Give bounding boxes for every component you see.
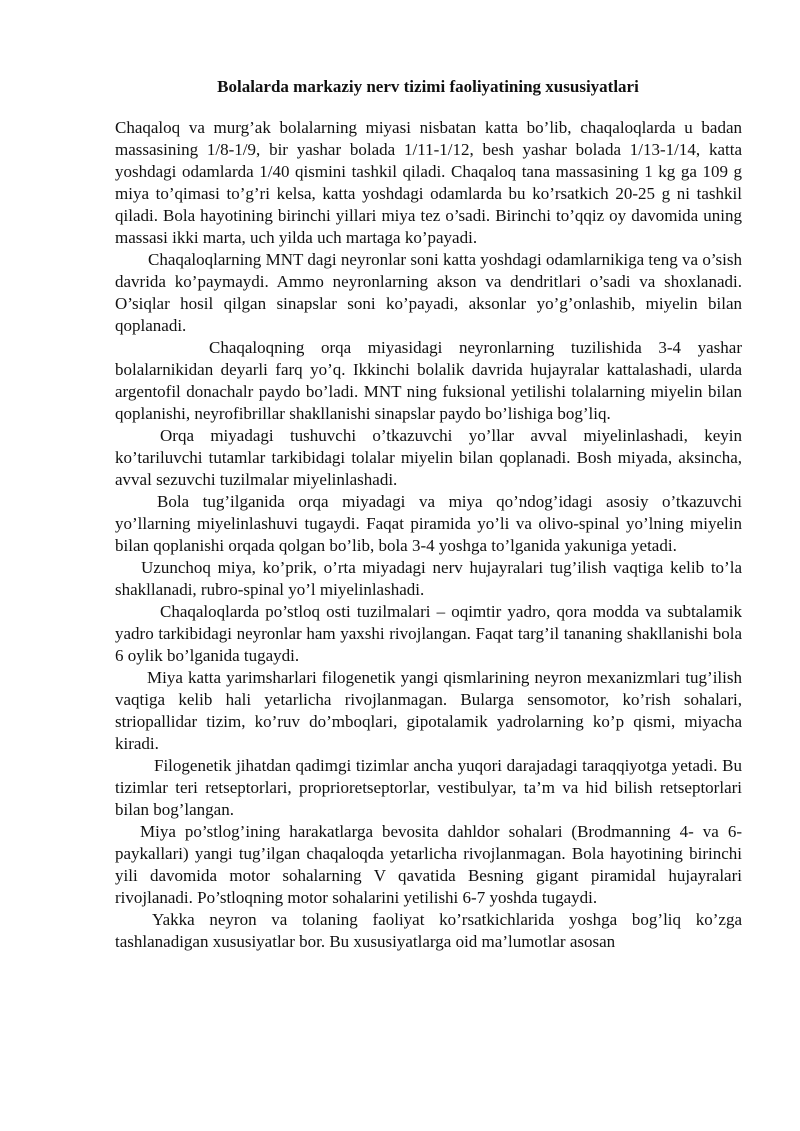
paragraph: Chaqaloqlarda po’stloq osti tuzilmalari – oqimtir yadro, qora modda va subtalamik yadro tarkibidagi neyronlar ham yaxshi rivojlangan. Faqat targ’il tananing shakllanishi bola 6 oylik bo’lganida tugaydi. bbox=[115, 602, 742, 665]
document-body bbox=[115, 117, 742, 953]
paragraph: Uzunchoq miya, ko’prik, o’rta miyadagi nerv hujayralari tug’ilish vaqtiga kelib to’la shakllanadi, rubro-spinal yo’l miyelinlashadi. bbox=[115, 558, 742, 599]
paragraph: Chaqaloqlarning MNT dagi neyronlar soni katta yoshdagi odamlarnikiga teng va o’sish davrida ko’paymaydi. Ammo neyronlarning akson va dendritlari o’sadi va shoxlanadi. O’siqlar hosil qilgan sinapslar soni ko’payadi, aksonlar yo’g’onlashib, miyelin bilan qoplanadi. bbox=[115, 250, 742, 335]
page-title: Bolalarda markaziy nerv tizimi faoliyatining xususiyatlari bbox=[217, 77, 639, 96]
paragraph: Yakka neyron va tolaning faoliyat ko’rsatkichlarida yoshga bog’liq ko’zga tashlanadigan xususiyatlar bor. Bu xususiyatlarga oid ma’lumotlar asosan bbox=[115, 910, 742, 951]
paragraph: Filogenetik jihatdan qadimgi tizimlar ancha yuqori darajadagi taraqqiyotga yetadi. Bu tizimlar teri retseptorlari, proprioretseptorlar, vestibulyar, ta’m va hid bilish retseptorlari bilan bog’langan. bbox=[115, 756, 742, 819]
paragraph: Chaqaloqning orqa miyasidagi neyronlarning tuzilishida 3-4 yashar bolalarnikidan deyarli farq yo’q. Ikkinchi bolalik davrida hujayralar kattalashadi, ularda argentofil donachalr paydo bo’ladi. MNT ning fuksional yetilishi tolalarning miyelin bilan qoplanishi, neyrofibrillar shakllanishi sinapslar paydo bo’lishiga bog’liq. bbox=[115, 338, 742, 423]
paragraph: Orqa miyadagi tushuvchi o’tkazuvchi yo’llar avval miyelinlashadi, keyin ko’tariluvchi tutamlar tarkibidagi tolalar miyelin bilan qoplanadi. Bosh miyada, aksincha, avval sezuvchi tuzilmalar miyelinlashadi. bbox=[115, 426, 742, 489]
paragraph: Chaqaloq va murg’ak bolalarning miyasi nisbatan katta bo’lib, chaqaloqlarda u badan massasining 1/8-1/9, bir yashar bolada 1/11-1/12, besh yashar bolada 1/13-1/14, katta yoshdagi odamlarda 1/40 qismini tashkil qiladi. Chaqaloq tana massasining 1 kg ga 109 g miya to’qimasi to’g’ri kelsa, katta yoshdagi odamlarda bu ko’rsatkich 20-25 g ni tashkil qiladi. Bola hayotining birinchi yillari miya tez o’sadi. Birinchi to’qqiz oy davomida uning massasi ikki marta, uch yilda uch martaga ko’payadi. bbox=[115, 118, 742, 247]
paragraph: Bola tug’ilganida orqa miyadagi va miya qo’ndog’idagi asosiy o’tkazuvchi yo’llarning miyelinlashuvi tugaydi. Faqat piramida yo’li va olivo-spinal yo’lning miyelin bilan qoplanishi orqada qolgan bo’lib, bola 3-4 yoshga to’lganida yakuniga yetadi. bbox=[115, 492, 742, 555]
paragraph: Miya katta yarimsharlari filogenetik yangi qismlarining neyron mexanizmlari tug’ilish vaqtiga kelib hali yetarlicha rivojlanmagan. Bularga sensomotor, ko’rish sohalari, striopallidar tizim, ko’ruv do’mboqlari, gipotalamik yadrolarning ko’p qismi, miyacha kiradi. bbox=[115, 668, 742, 753]
paragraph: Miya po’stlog’ining harakatlarga bevosita dahldor sohalari (Brodmanning 4- va 6-paykallari) yangi tug’ilgan chaqaloqda yetarlicha rivojlanmagan. Bola hayotining birinchi yili davomida motor sohalarning V qavatida Besning gigant piramidal hujayralari rivojlanadi. Po’stloqning motor sohalarini yetilishi 6-7 yoshda tugaydi. bbox=[115, 822, 742, 907]
